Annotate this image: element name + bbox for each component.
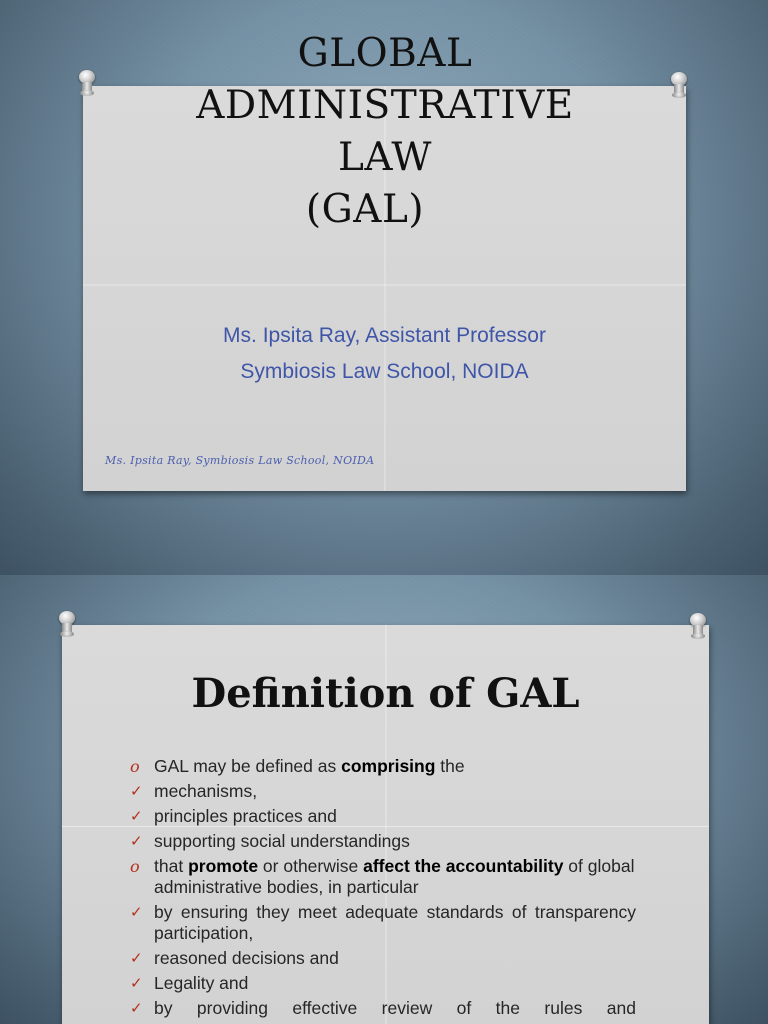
title-line: ADMINISTRATIVE bbox=[196, 83, 574, 128]
title-line: LAW bbox=[337, 135, 433, 180]
list-item-text: principles practices and bbox=[154, 806, 337, 826]
footer-signature: Ms. Ipsita Ray, Symbiosis Law School, NOIDA bbox=[105, 454, 375, 467]
author-institution: Symbiosis Law School, NOIDA bbox=[240, 360, 529, 383]
presentation-title bbox=[160, 28, 610, 236]
list-item-text: that promote or otherwise affect the accountability of global administrative bodies, in particular bbox=[154, 856, 635, 897]
author-name: Ms. Ipsita Ray, Assistant Professor bbox=[223, 324, 546, 347]
checkmark-bullet-icon: ✓ bbox=[130, 950, 143, 967]
list-item bbox=[130, 902, 636, 944]
checkmark-bullet-icon: ✓ bbox=[130, 1000, 143, 1017]
bullet-list bbox=[130, 756, 636, 1023]
checkmark-bullet-icon: ✓ bbox=[130, 783, 143, 800]
list-item-text: supporting social understandings bbox=[154, 831, 410, 851]
slide-title: Definition of GAL bbox=[191, 670, 580, 717]
pushpin-icon bbox=[77, 70, 97, 96]
emphasis-text: comprising bbox=[341, 756, 436, 776]
title-line: GLOBAL bbox=[297, 31, 473, 76]
list-item bbox=[130, 781, 636, 802]
list-item-text: GAL may be defined as comprising the bbox=[154, 756, 465, 776]
pushpin-icon bbox=[669, 72, 689, 98]
circle-bullet-icon: o bbox=[130, 757, 140, 776]
list-item bbox=[130, 756, 636, 777]
list-item bbox=[130, 998, 636, 1019]
list-item-text: by providing effective review of the rules and bbox=[154, 998, 636, 1018]
pushpin-icon bbox=[688, 613, 708, 639]
emphasis-text: promote bbox=[188, 856, 259, 876]
author-block bbox=[83, 318, 686, 390]
checkmark-bullet-icon: ✓ bbox=[130, 975, 143, 992]
list-item bbox=[130, 831, 636, 852]
emphasis-text: affect the accountability bbox=[363, 856, 564, 876]
list-item bbox=[130, 973, 636, 994]
pushpin-icon bbox=[57, 611, 77, 637]
list-item bbox=[130, 806, 636, 827]
list-item-text: mechanisms, bbox=[154, 781, 258, 801]
checkmark-bullet-icon: ✓ bbox=[130, 904, 143, 921]
list-item-text: reasoned decisions and bbox=[154, 948, 339, 968]
list-item bbox=[130, 856, 636, 898]
list-item-text: Legality and bbox=[154, 973, 249, 993]
title-line: (GAL) bbox=[305, 187, 425, 232]
checkmark-bullet-icon: ✓ bbox=[130, 833, 143, 850]
circle-bullet-icon: o bbox=[130, 857, 140, 876]
slide-2 bbox=[0, 575, 768, 1024]
checkmark-bullet-icon: ✓ bbox=[130, 808, 143, 825]
list-item-text: by ensuring they meet adequate standards of transparency participation, bbox=[154, 902, 636, 943]
list-item bbox=[130, 948, 636, 969]
